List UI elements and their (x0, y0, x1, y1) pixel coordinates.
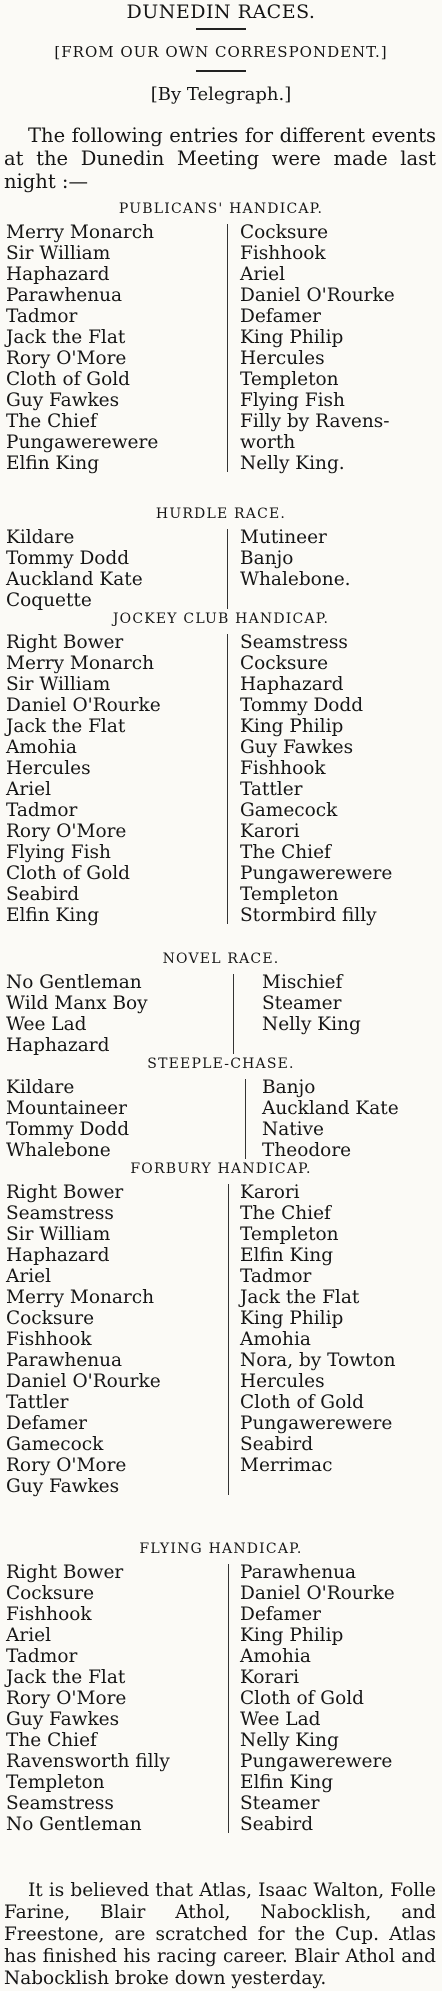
entry-name: The Chief (240, 1203, 331, 1224)
entry-name: Ariel (240, 264, 285, 285)
left-entries (6, 527, 143, 611)
entry-name: Seabird (240, 1814, 314, 1835)
entry-name: Right Bower (6, 632, 124, 653)
entry-name: Sir William (6, 674, 111, 695)
entry-name: Merry Monarch (6, 653, 155, 674)
right-entries (240, 1562, 395, 1835)
entry-name: Wee Lad (6, 1014, 87, 1035)
entry-name: Elfin King (240, 1772, 334, 1793)
column-divider (228, 1184, 229, 1495)
entry-name: Gamecock (6, 1434, 104, 1455)
entry-name: Kildare (6, 527, 75, 548)
entry-name: Sir William (6, 243, 111, 264)
entry-name: Rory O'More (6, 1455, 127, 1476)
entry-name: Daniel O'Rourke (6, 695, 161, 716)
entry-name: Korari (240, 1667, 300, 1688)
right-entries (240, 1182, 396, 1476)
entry-name: Sir William (6, 1224, 111, 1245)
entry-name: Guy Fawkes (6, 1476, 120, 1497)
entry-name: The Chief (6, 411, 97, 432)
column-divider (245, 1079, 246, 1159)
entry-name: Amohia (240, 1646, 311, 1667)
entry-name: No Gentleman (6, 1814, 142, 1835)
entry-name: Parawhenua (6, 285, 123, 306)
entry-name: Seamstress (6, 1203, 114, 1224)
entry-name: Banjo (240, 548, 294, 569)
entry-name: Cocksure (6, 1583, 95, 1604)
entry-name: Jack the Flat (240, 1287, 360, 1308)
entry-name: Hercules (240, 348, 325, 369)
entry-name: Elfin King (6, 905, 100, 926)
entry-name: Daniel O'Rourke (6, 1371, 161, 1392)
entry-name: King Philip (240, 716, 344, 737)
entry-name: Fishhook (240, 758, 326, 779)
right-entries (240, 632, 392, 926)
entry-name: Defamer (240, 1604, 321, 1625)
entry-name: Haphazard (6, 1245, 110, 1266)
entry-name: King Philip (240, 1308, 344, 1329)
entry-name: Hercules (6, 758, 91, 779)
entry-name: Cloth of Gold (240, 1392, 364, 1413)
entry-name: The Chief (6, 1730, 97, 1751)
column-divider (227, 634, 228, 924)
entry-name: Nelly King (262, 1014, 361, 1035)
entry-name: Pungawerewere (240, 1413, 393, 1434)
intro-paragraph: The following entries for different events at the Dunedin Meeting were made last night :— (4, 124, 436, 193)
entry-name: Flying Fish (240, 390, 345, 411)
entry-name: Cocksure (6, 1308, 95, 1329)
entry-name: Defamer (6, 1413, 87, 1434)
right-entries (262, 972, 361, 1035)
entry-name: Daniel O'Rourke (240, 1583, 395, 1604)
entry-name: Defamer (240, 306, 321, 327)
left-entries (6, 222, 158, 474)
entry-name: Haphazard (6, 264, 110, 285)
entry-name: Cloth of Gold (6, 863, 130, 884)
entry-name: Whalebone (6, 1140, 111, 1161)
entry-name: Rory O'More (6, 1688, 127, 1709)
entry-name: Right Bower (6, 1562, 124, 1583)
entry-name: Pungawerewere (240, 1751, 393, 1772)
entry-name: Templeton (240, 369, 339, 390)
entry-name: King Philip (240, 327, 344, 348)
entry-name: Ariel (6, 779, 51, 800)
entry-name: Haphazard (6, 1035, 110, 1056)
race-title: STEEPLE-CHASE. (147, 1056, 295, 1072)
entry-name: Filly by Ravens- (240, 411, 390, 432)
entry-name: No Gentleman (6, 972, 142, 993)
column-divider (227, 529, 228, 609)
entry-name: Flying Fish (6, 842, 111, 863)
entry-name: worth (240, 432, 296, 453)
entry-name: Tattler (240, 779, 303, 800)
entry-name: Wee Lad (240, 1709, 321, 1730)
entry-name: Steamer (262, 993, 342, 1014)
entry-name: Cocksure (240, 222, 329, 243)
entry-name: Guy Fawkes (240, 737, 354, 758)
entry-name: Tattler (6, 1392, 69, 1413)
entry-name: Nelly King. (240, 453, 345, 474)
race-title: NOVEL RACE. (162, 951, 280, 967)
entry-name: Karori (240, 1182, 300, 1203)
right-entries (262, 1077, 399, 1161)
entry-name: Amohia (6, 737, 77, 758)
divider (196, 28, 246, 30)
correspondent-line: [FROM OUR OWN CORRESPONDENT.] (54, 43, 388, 61)
entry-name: Ariel (6, 1266, 51, 1287)
entry-name: Templeton (6, 1772, 105, 1793)
entry-name: Gamecock (240, 800, 338, 821)
closing-paragraph: It is believed that Atlas, Isaac Walton, Folle Farine, Blair Athol, Nabocklish, and Freestone, are scratched for the Cup. Atlas has finished his racing career. Blair Athol and Nabocklish broke down yesterday. (4, 1880, 436, 1989)
column-divider (228, 1564, 229, 1833)
entry-name: Amohia (240, 1329, 311, 1350)
entry-name: Ravensworth filly (6, 1751, 170, 1772)
entry-name: Mountaineer (6, 1098, 127, 1119)
entry-name: Cloth of Gold (6, 369, 130, 390)
entry-name: Mutineer (240, 527, 327, 548)
entry-name: Merry Monarch (6, 1287, 155, 1308)
telegraph-line: [By Telegraph.] (150, 84, 292, 105)
entry-name: King Philip (240, 1625, 344, 1646)
entry-name: Coquette (6, 590, 92, 611)
entry-name: Steamer (240, 1793, 320, 1814)
right-entries (240, 222, 395, 474)
entry-name: Nelly King (240, 1730, 339, 1751)
entry-name: Jack the Flat (6, 327, 126, 348)
entry-name: Tommy Dodd (6, 548, 130, 569)
entry-name: Auckland Kate (6, 569, 143, 590)
entry-name: Elfin King (240, 1245, 334, 1266)
divider (196, 70, 246, 72)
entry-name: Kildare (6, 1077, 75, 1098)
entry-name: Parawhenua (6, 1350, 123, 1371)
race-title: JOCKEY CLUB HANDICAP. (112, 611, 330, 627)
entry-name: Fishhook (6, 1604, 92, 1625)
entry-name: Cloth of Gold (240, 1688, 364, 1709)
entry-name: Seamstress (240, 632, 348, 653)
race-title: FLYING HANDICAP. (139, 1541, 303, 1557)
entry-name: Templeton (240, 884, 339, 905)
entry-name: Tadmor (6, 306, 78, 327)
entry-name: Rory O'More (6, 348, 127, 369)
entry-name: Banjo (262, 1077, 316, 1098)
entry-name: Tommy Dodd (240, 695, 364, 716)
entry-name: Elfin King (6, 453, 100, 474)
entry-name: Whalebone. (240, 569, 351, 590)
left-entries (6, 1077, 129, 1161)
entry-name: Cocksure (240, 653, 329, 674)
entry-name: Tadmor (240, 1266, 312, 1287)
entry-name: Wild Manx Boy (6, 993, 148, 1014)
entry-name: Jack the Flat (6, 1667, 126, 1688)
entry-name: Tadmor (6, 1646, 78, 1667)
column-divider (227, 224, 228, 472)
entry-name: Right Bower (6, 1182, 124, 1203)
entry-name: Rory O'More (6, 821, 127, 842)
entry-name: Guy Fawkes (6, 1709, 120, 1730)
entry-name: Tommy Dodd (6, 1119, 130, 1140)
left-entries (6, 1562, 170, 1835)
race-title: PUBLICANS' HANDICAP. (118, 201, 324, 217)
entry-name: Pungawerewere (240, 863, 393, 884)
right-entries (240, 527, 351, 590)
column-divider (233, 974, 234, 1054)
left-entries (6, 972, 148, 1056)
race-title: HURDLE RACE. (155, 506, 287, 522)
entry-name: Tadmor (6, 800, 78, 821)
entry-name: Hercules (240, 1371, 325, 1392)
entry-name: Seabird (6, 884, 80, 905)
left-entries (6, 1182, 161, 1497)
entry-name: Templeton (240, 1224, 339, 1245)
entry-name: Daniel O'Rourke (240, 285, 395, 306)
race-title: FORBURY HANDICAP. (130, 1161, 312, 1177)
entry-name: Merrimac (240, 1455, 333, 1476)
entry-name: Karori (240, 821, 300, 842)
entry-name: Nora, by Towton (240, 1350, 396, 1371)
entry-name: Ariel (6, 1625, 51, 1646)
entry-name: Jack the Flat (6, 716, 126, 737)
entry-name: Parawhenua (240, 1562, 357, 1583)
entry-name: Mischief (262, 972, 343, 993)
entry-name: Fishhook (240, 243, 326, 264)
entry-name: Native (262, 1119, 324, 1140)
headline: DUNEDIN RACES. (126, 1, 316, 23)
entry-name: Guy Fawkes (6, 390, 120, 411)
entry-name: Seamstress (6, 1793, 114, 1814)
entry-name: The Chief (240, 842, 331, 863)
entry-name: Merry Monarch (6, 222, 155, 243)
entry-name: Theodore (262, 1140, 352, 1161)
entry-name: Haphazard (240, 674, 344, 695)
entry-name: Seabird (240, 1434, 314, 1455)
entry-name: Auckland Kate (262, 1098, 399, 1119)
entry-name: Fishhook (6, 1329, 92, 1350)
entry-name: Stormbird filly (240, 905, 377, 926)
left-entries (6, 632, 161, 926)
entry-name: Pungawerewere (6, 432, 159, 453)
